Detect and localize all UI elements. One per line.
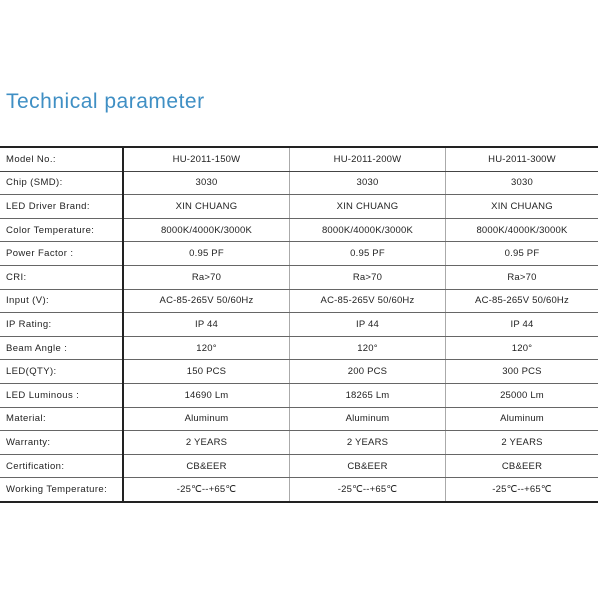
table-row	[0, 407, 598, 431]
row-label: Color Temperature:	[0, 218, 123, 242]
row-label: Beam Angle :	[0, 336, 123, 360]
cell-value: 3030	[446, 171, 599, 195]
cell-value: CB&EER	[123, 454, 290, 478]
cell-value: Ra>70	[290, 265, 446, 289]
cell-value: 8000K/4000K/3000K	[123, 218, 290, 242]
cell-value: 120°	[446, 336, 599, 360]
table-row	[0, 218, 598, 242]
cell-value: Aluminum	[446, 407, 599, 431]
row-label: Model No.:	[0, 147, 123, 171]
cell-value: 3030	[290, 171, 446, 195]
table-row	[0, 265, 598, 289]
cell-value: 200 PCS	[290, 360, 446, 384]
row-label: IP Rating:	[0, 313, 123, 337]
cell-value: HU-2011-150W	[123, 147, 290, 171]
cell-value: IP 44	[446, 313, 599, 337]
cell-value: AC-85-265V 50/60Hz	[290, 289, 446, 313]
table-row	[0, 336, 598, 360]
cell-value: 300 PCS	[446, 360, 599, 384]
cell-value: XIN CHUANG	[290, 195, 446, 219]
cell-value: Ra>70	[446, 265, 599, 289]
cell-value: -25℃--+65℃	[446, 478, 599, 502]
row-label: Working Temperature:	[0, 478, 123, 502]
cell-value: AC-85-265V 50/60Hz	[446, 289, 599, 313]
cell-value: 2 YEARS	[123, 431, 290, 455]
table-row	[0, 454, 598, 478]
cell-value: 2 YEARS	[446, 431, 599, 455]
row-label: Warranty:	[0, 431, 123, 455]
cell-value: 150 PCS	[123, 360, 290, 384]
cell-value: -25℃--+65℃	[290, 478, 446, 502]
cell-value: IP 44	[123, 313, 290, 337]
row-label: Chip (SMD):	[0, 171, 123, 195]
table-row	[0, 431, 598, 455]
technical-parameter-table	[0, 146, 598, 503]
table-row	[0, 478, 598, 502]
page-title: Technical parameter	[6, 90, 205, 113]
table-row	[0, 383, 598, 407]
cell-value: XIN CHUANG	[123, 195, 290, 219]
cell-value: Aluminum	[123, 407, 290, 431]
cell-value: AC-85-265V 50/60Hz	[123, 289, 290, 313]
cell-value: 8000K/4000K/3000K	[290, 218, 446, 242]
cell-value: 25000 Lm	[446, 383, 599, 407]
cell-value: 120°	[123, 336, 290, 360]
cell-value: 3030	[123, 171, 290, 195]
row-label: Certification:	[0, 454, 123, 478]
cell-value: IP 44	[290, 313, 446, 337]
row-label: CRI:	[0, 265, 123, 289]
cell-value: Ra>70	[123, 265, 290, 289]
row-label: Material:	[0, 407, 123, 431]
cell-value: -25℃--+65℃	[123, 478, 290, 502]
cell-value: 2 YEARS	[290, 431, 446, 455]
table-row	[0, 195, 598, 219]
cell-value: HU-2011-300W	[446, 147, 599, 171]
cell-value: HU-2011-200W	[290, 147, 446, 171]
cell-value: CB&EER	[446, 454, 599, 478]
cell-value: 14690 Lm	[123, 383, 290, 407]
cell-value: 18265 Lm	[290, 383, 446, 407]
cell-value: CB&EER	[290, 454, 446, 478]
row-label: LED(QTY):	[0, 360, 123, 384]
row-label: Input (V):	[0, 289, 123, 313]
cell-value: 0.95 PF	[446, 242, 599, 266]
row-label: LED Driver Brand:	[0, 195, 123, 219]
table-row	[0, 171, 598, 195]
cell-value: 120°	[290, 336, 446, 360]
row-label: Power Factor :	[0, 242, 123, 266]
cell-value: 0.95 PF	[290, 242, 446, 266]
cell-value: XIN CHUANG	[446, 195, 599, 219]
table-row	[0, 242, 598, 266]
table-row	[0, 147, 598, 171]
table-row	[0, 360, 598, 384]
cell-value: 0.95 PF	[123, 242, 290, 266]
cell-value: 8000K/4000K/3000K	[446, 218, 599, 242]
row-label: LED Luminous :	[0, 383, 123, 407]
cell-value: Aluminum	[290, 407, 446, 431]
table-row	[0, 313, 598, 337]
table-row	[0, 289, 598, 313]
